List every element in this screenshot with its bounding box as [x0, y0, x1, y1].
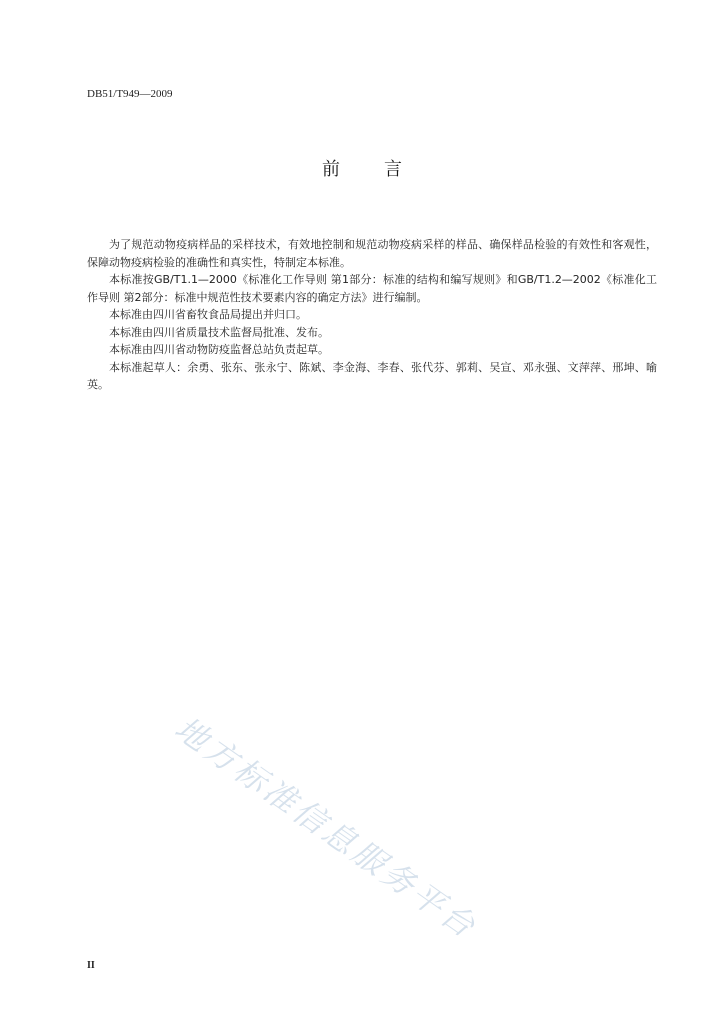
watermark: 地方标准信息服务平台 — [167, 709, 485, 947]
page-title — [0, 155, 724, 181]
title-char-1: 前 — [322, 159, 340, 180]
page-number: II — [87, 960, 95, 971]
paragraph-approver: 本标准由四川省质量技术监督局批准、发布。 — [109, 325, 329, 339]
paragraph-proposer: 本标准由四川省畜牧食品局提出并归口。 — [109, 308, 307, 321]
title-char-2: 言 — [384, 159, 402, 180]
paragraph-drafting-org: 本标准由四川省动物防疫监督总站负责起草。 — [109, 343, 329, 356]
foreword-body — [87, 236, 657, 394]
paragraph-purpose: 为了规范动物疫病样品的采样技术，有效地控制和规范动物疫病采样的样品、确保样品检验的有效性和客观性，保障动物疫病检验的准确性和真实性，特制定本标准。 — [87, 238, 657, 269]
document-code: DB51/T949—2009 — [87, 88, 173, 100]
paragraph-drafting-rules: 本标准按GB/T1.1—2000《标准化工作导则 第1部分：标准的结构和编写规则》和GB/T1.2—2002《标准化工作导则 第2部分：标准中规范性技术要素内容的确定方法》进行编制。 — [87, 273, 657, 304]
paragraph-drafters: 本标准起草人：余勇、张东、张永宁、陈斌、李金海、李春、张代芬、郭莉、吴宣、邓永强、文萍萍、邢坤、喻英。 — [87, 360, 657, 391]
